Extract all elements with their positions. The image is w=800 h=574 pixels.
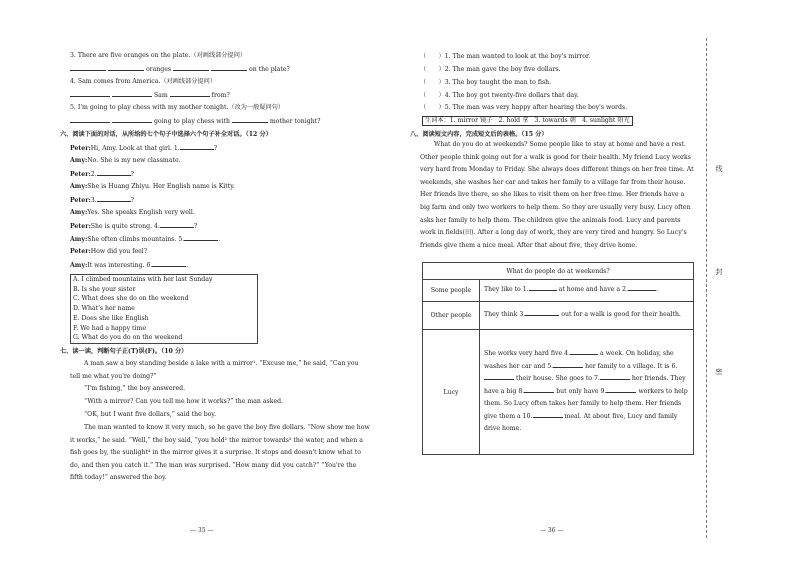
option-e: E. Does she like English [73,314,149,322]
answer-blank[interactable] [170,91,210,97]
answer-blank[interactable] [108,65,144,71]
dialogue-line: Peter:She is quite strong. 4. ? [70,223,198,230]
story-paragraph: “With a mirror? Can you tell me how it works?” the man asked. [84,398,284,405]
q5-word-b: mother tonight? [269,118,321,125]
answer-blank[interactable] [524,387,554,393]
answer-blank[interactable] [184,235,218,241]
tf-item: （ ）2. The man gave the boy five dollars. [420,66,561,73]
dialogue-line: Amy:She is Huang Zhiyu. Her English name is Kitty. [70,183,235,190]
answer-blank[interactable] [97,170,131,176]
q3-prompt: 3. There are five oranges on the plate.（对画线部分提问） [70,52,247,59]
side-label-line: 线 [715,165,723,172]
tf-item: （ ）5. The man was very happy after hearing the boy's words. [420,104,628,111]
answer-blank[interactable] [211,65,247,71]
q4-answer-line [70,91,230,100]
answer-blank[interactable] [152,261,186,267]
story-paragraph: “OK, but I want five dollars,” said the boy. [84,411,217,418]
tf-item: （ ）1. The man wanted to look at the boy's mirror. [420,53,591,60]
answer-blank[interactable] [606,387,636,393]
answer-blank[interactable] [484,374,514,380]
row-label-lucy: Lucy [423,330,480,455]
summary-table [422,262,694,455]
dialogue-line: Amy:It was interesting. 6. . [70,262,189,269]
option-c: C. What does she do on the weekend [73,295,189,303]
option-d: D. What's her name [73,305,135,313]
story-paragraph: “I'm fishing,” the boy answered. [84,385,186,392]
answer-blank[interactable] [628,285,656,291]
binding-dashed-line [706,38,707,538]
section8-title: 八、阅读短文内容，完成短文后的表格。（15 分） [410,131,548,138]
tf-item: （ ）3. The boy taught the man to fish. [420,79,552,86]
q5-prompt: 5. I'm going to play chess with my mother tonight.（改为一般疑问句） [70,104,285,111]
option-g: G. What do you do on the weekend [73,334,183,342]
glossary-line [422,116,633,126]
option-b: B. Is she your sister [73,285,136,293]
answer-blank[interactable] [570,349,598,355]
answer-blank[interactable] [70,65,106,71]
q5-word-a: going to play chess with [153,118,230,125]
q4-prompt: 4. Sam comes from America.（对画线部分提问） [70,78,217,85]
reading-passage: What do you do at weekends? Some people like to stay at home and have a rest. Other people think going out for a walk is good for their health. My friend Lucy works very hard from Monday to Friday. She always does different things on her free time. At weekends, she washes her car and takes her family to a village far from their house. Her friends live there, so she likes to visit them on her free time. Her friends have a big farm and only two workers to help them. So they are usually very busy. Lucy often asks her family to help them. The children give the animals food. Lucy and parents work in fields(田). After a long day of work, they are very tired and hungry. So Lucy's friends give them a nice meal. After that about five, they drive home. [420,141,694,249]
page-number: — 35 — [190,527,214,534]
glossary-box: 生词本：1. mirror 镜子 2. hold 拿 3. towards 朝 4. sunlight 阳光 [422,116,633,126]
answer-blank[interactable] [525,310,559,316]
dialogue-line: Amy:No. She is my new classmate. [70,157,181,164]
section7-title: 七、读一读，判断句子正(T)误(F)。（10 分） [60,348,188,355]
table-header: What do people do at weekends? [423,263,694,280]
table-cell: She works very hard five 4. a week. On holiday, she washes her car and 5. her family to a village. It is 6. their house. She goes to 7. her friends. They have a big 8. but only have 9. workers to help them. So Lucy often takes her family to help them. Her friends give them a 10. meal. At about five, Lucy and family drive home. [480,330,694,455]
row-label-some-people: Some people [423,280,480,302]
option-a: A. I climbed mountains with her last Sunday [73,276,213,283]
side-label-secret: 密 [715,368,723,375]
answer-blank[interactable] [180,144,214,150]
answer-blank[interactable] [529,285,557,291]
table-cell: They like to 1. at home and have a 2. . [480,280,694,302]
side-label-seal: 封 [715,268,723,275]
dialogue-line: Amy:Yes. She speaks English very well. [70,209,195,216]
answer-blank[interactable] [112,91,152,97]
answer-blank[interactable] [173,65,209,71]
dialogue-line: Peter:2. ? [70,171,134,178]
dialogue-line: Amy:She often climbs mountains. 5. . [70,236,221,243]
story-paragraph: The man wanted to know it very much, so he gave the boy five dollars. “Now show me how it works,” he said. “Well,” the boy said, “you hold² the mirror towards³ the water, and when a fish goes by, the sunlight⁴ in the mirror gives it a surprise. It stops and doesn't know what to do, and then you catch it.” The man was surprised. “How many did you catch?” “You're the fifth today!” answered the boy. [70,424,370,482]
q3-word-a: oranges [145,66,172,73]
table-cell: They think 3. out for a walk is good for their health. [480,302,694,330]
tf-item: （ ）4. The boy got twenty-five dollars that day. [420,92,579,99]
q3-answer-line [70,65,290,74]
row-label-other-people: Other people [423,302,480,330]
answer-blank[interactable] [112,117,152,123]
answer-blank[interactable] [70,117,110,123]
answer-blank[interactable] [160,222,194,228]
dialogue-line: Peter:Hi, Amy. Look at that girl. 1. ? [70,145,218,152]
q4-word-b: from? [211,92,230,99]
dialogue-line: Peter:3. ? [70,197,134,204]
q4-word-a: Sam [153,92,168,99]
options-box [70,274,258,344]
q5-answer-line [70,117,320,126]
dialogue-line: Peter:How did you feel? [70,248,148,255]
answer-blank[interactable] [70,91,110,97]
answer-blank[interactable] [97,196,131,202]
story-paragraph: A man saw a boy standing beside a lake with a mirror¹. “Excuse me,” he said, “Can you tell me what you're doing?” [70,360,359,380]
answer-blank[interactable] [232,117,268,123]
section6-title: 六、阅读下面的对话，从所给的七个句子中选择六个句子补全对话。（12 分） [60,131,272,138]
answer-blank[interactable] [553,362,583,368]
q3-word-b: on the plate? [249,66,290,73]
right-page [400,0,800,574]
page-number: — 36 — [540,527,564,534]
answer-blank[interactable] [600,374,630,380]
option-f: F. We had a happy time [73,324,147,332]
answer-blank[interactable] [533,412,563,418]
